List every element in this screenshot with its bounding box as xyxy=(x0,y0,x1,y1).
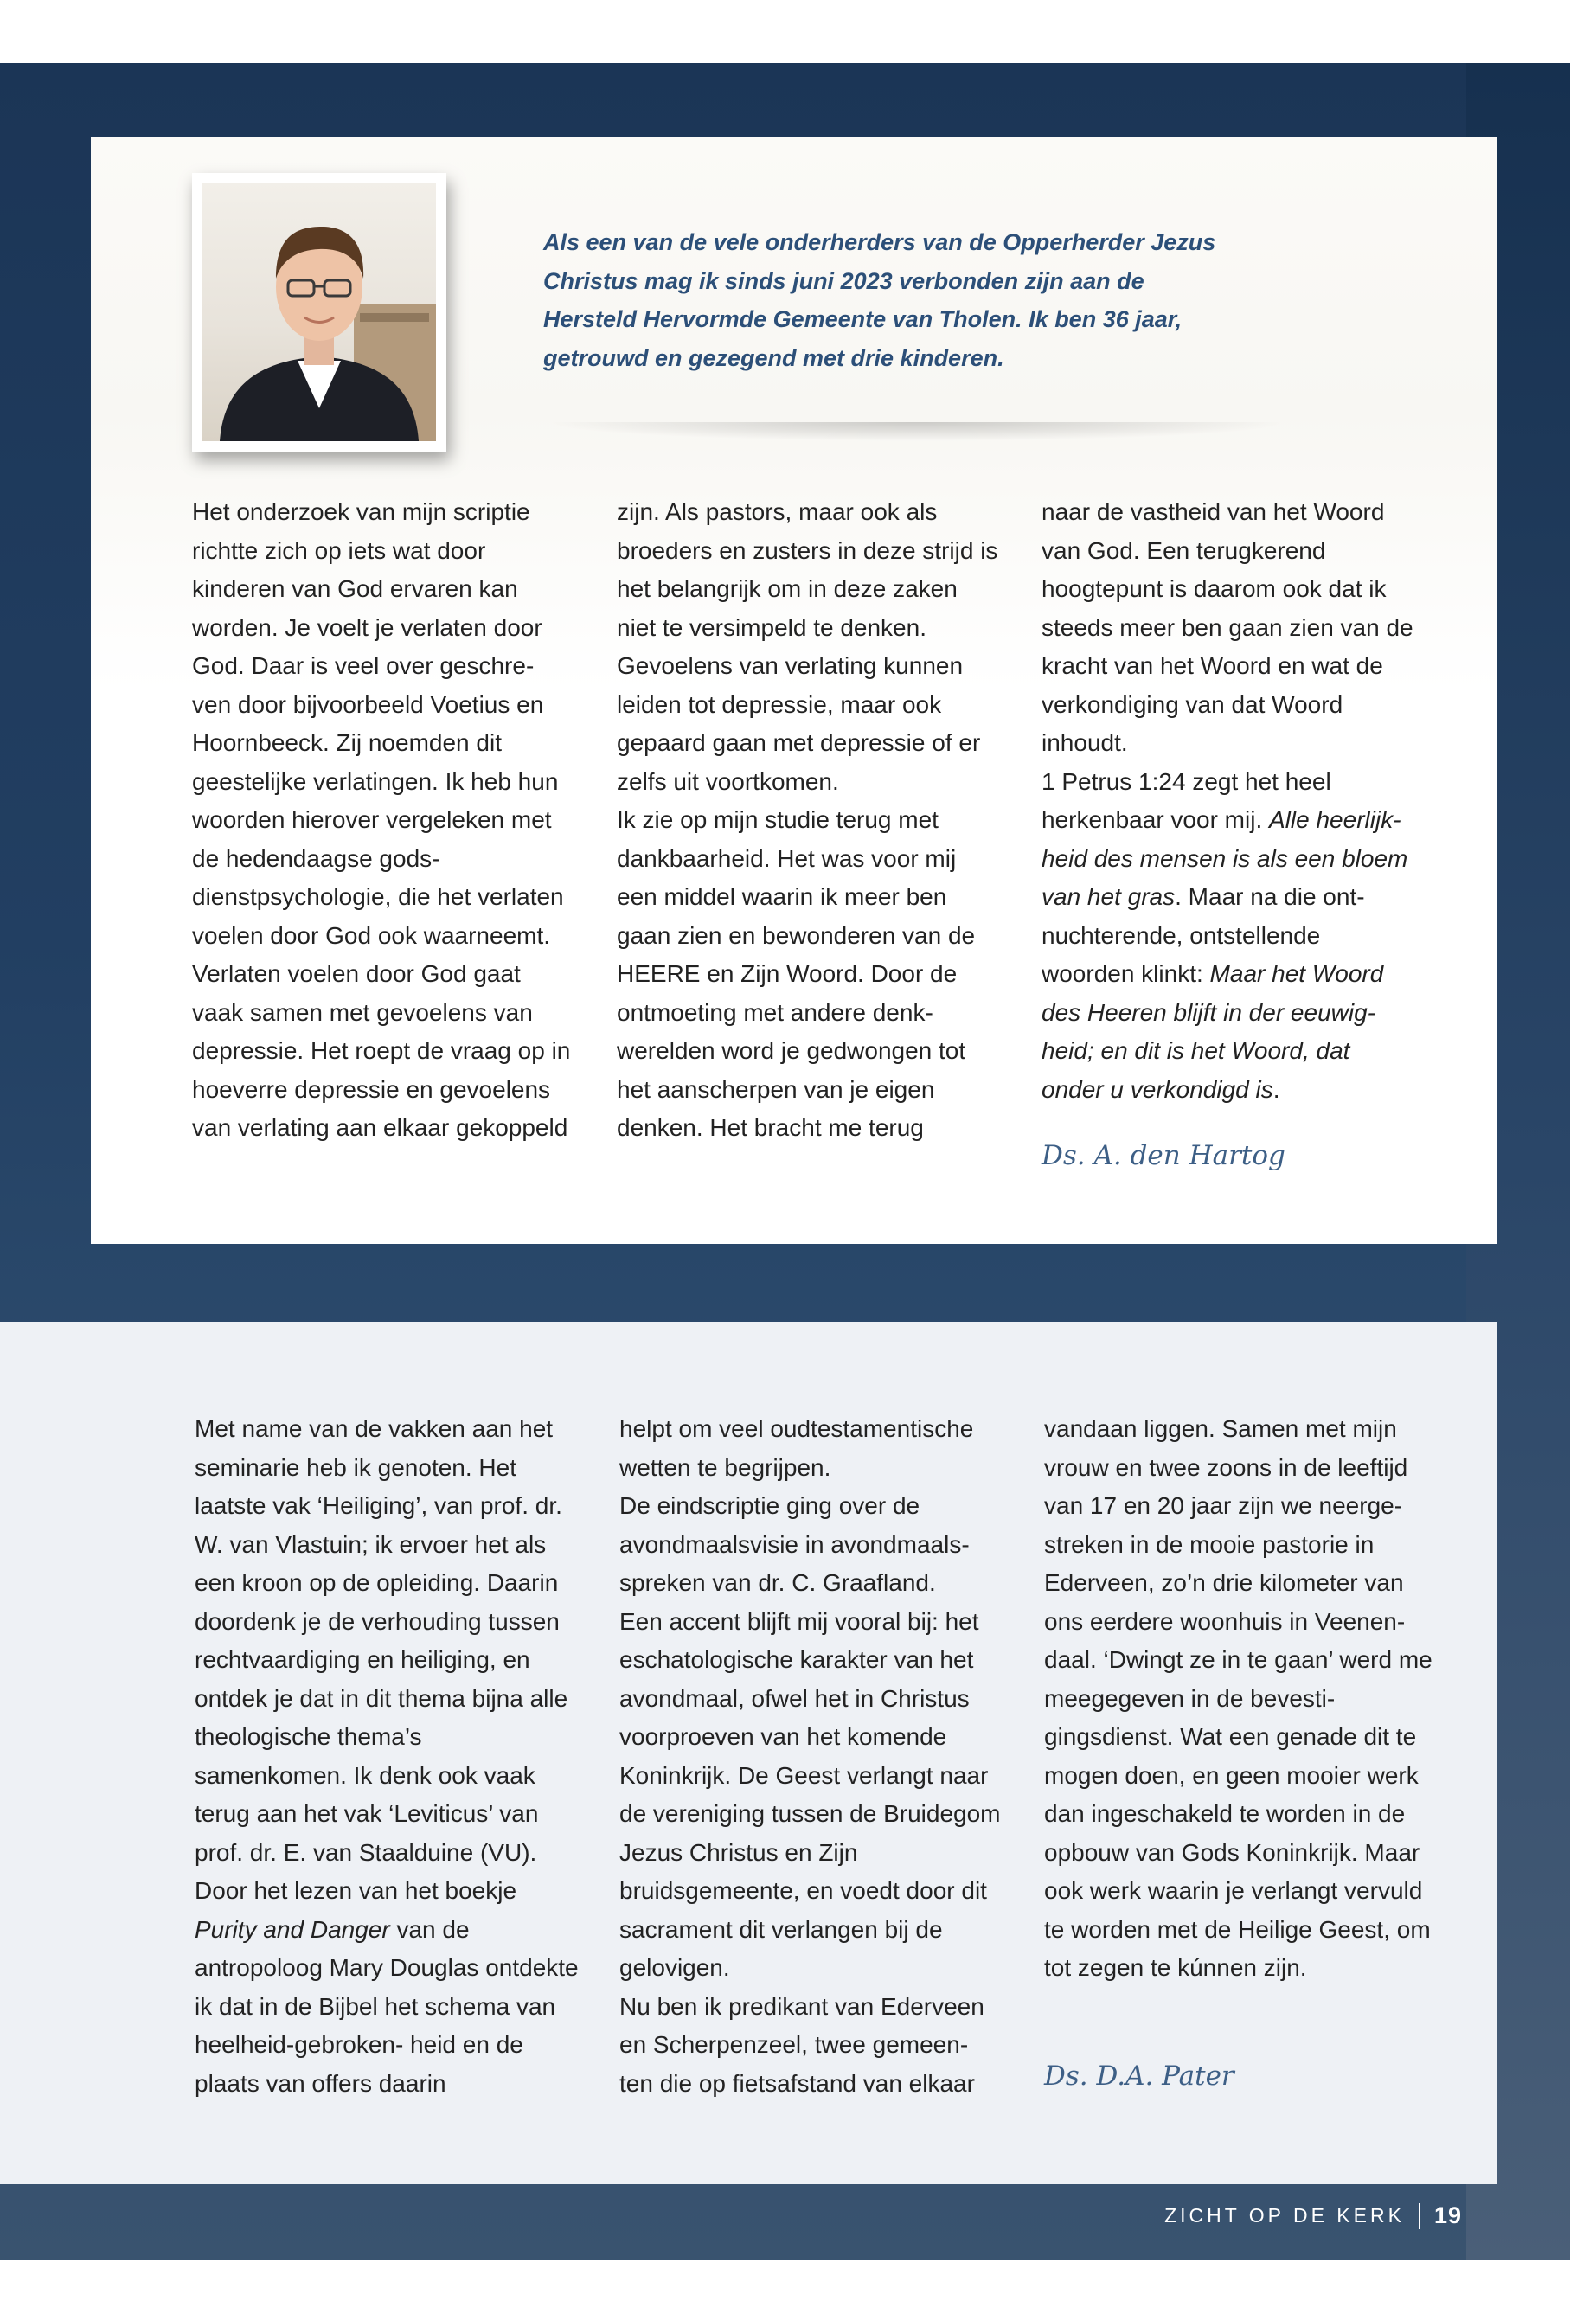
article1-col1-text: Het onderzoek van mijn scriptie richtte zich op iets wat door kinderen van God ervaren kan worden. Je voelt je verlaten door God. Daar is veel over geschre- ven door bijvoorbeeld Voetius en Hoornbeeck. Zij noemden dit geestelijke verlatingen. Ik heb hun woorden hierover vergeleken met de hedendaagse gods- dienstpsychologie, die het verlaten voelen door God ook waarneemt. Verlaten voelen door God gaat vaak samen met gevoelens van depressie. Het roept de vraag op in hoeverre depressie en gevoelens van verlating aan elkaar gekoppeld xyxy=(192,498,571,1141)
article1-column-1 xyxy=(192,493,577,1148)
article1-col3-end: . xyxy=(1272,1075,1280,1103)
footer-separator xyxy=(1419,2203,1420,2229)
article2-column-1 xyxy=(195,1410,580,2103)
article2-col2-para-b: De eindscriptie ging over de avondmaalsvisie in avondmaals- spreken van dr. C. Graafland. xyxy=(619,1492,970,1596)
article1-signature: Ds. A. den Hartog xyxy=(1042,1140,1285,1171)
article1-col2-para-a: zijn. Als pastors, maar ook als broeders en zusters in deze strijd is het belangrijk om in deze zaken niet te versimpeld te denken. Gevoelens van verlating kunnen leiden tot depressie, maar ook gepaard gaan met depressie of er zelfs uit voortkomen. xyxy=(617,498,998,795)
article1-col3-mid: . Maar na die ont- nuchterende, ontstellende woorden klinkt: xyxy=(1042,883,1365,987)
article1-column-2 xyxy=(617,493,1002,1148)
article2-col1-text xyxy=(195,1410,580,2103)
article2-column-2 xyxy=(619,1410,1004,2103)
magazine-name: ZICHT OP DE KERK xyxy=(1164,2204,1405,2227)
intro-divider xyxy=(545,422,1289,441)
article1-col3-quote-1: Alle heerlijk- heid des mensen is als een bloem van het gras xyxy=(1042,806,1408,910)
article2-col2-para-d: Nu ben ik predikant van Ederveen en Scherpenzeel, twee gemeen- ten die op fietsafstand van elkaar xyxy=(619,1992,984,2097)
article1-col3-para-a: naar de vastheid van het Woord van God. Een terugkerend hoogtepunt is daarom ook dat ik steeds meer ben gaan zien van de kracht van het Woord en wat de verkondiging van dat Woord inhoudt. xyxy=(1042,498,1413,756)
article2-col1-text-b: van de antropoloog Mary Douglas ontdekte ik dat in de Bijbel het schema van heelheid-gebroken- heid en de plaats van offers daarin xyxy=(195,1915,579,2097)
article2-column-3 xyxy=(1044,1410,1438,1988)
article2-col2-para-c: Een accent blijft mij vooral bij: het eschatologische karakter van het avondmaal, ofwel het in Christus voorproeven van het komende Koninkrijk. De Geest verlangt naar de vereniging tussen de Bruidegom Jezus Christus en Zijn bruidsgemeente, en voedt door dit sacrament dit verlangen bij de gelovigen. xyxy=(619,1607,1001,1981)
article2-col1-text-a: Met name van de vakken aan het seminarie heb ik genoten. Het laatste vak ‘Heiliging’, van prof. dr. W. van Vlastuin; ik ervoer het als een kroon op de opleiding. Daarin doordenk je de verhouding tussen rechtvaardiging en heiliging, en ontdek je dat in dit thema bijna alle theologische thema’s samenkomen. Ik denk ook vaak terug aan het vak ‘Leviticus’ van prof. dr. E. van Staalduine (VU). Door het lezen van het boekje xyxy=(195,1415,568,1904)
article2-col3-text: vandaan liggen. Samen met mijn vrouw en twee zoons in de leeftijd van 17 en 20 jaar zijn we neerge- streken in de mooie pastorie in Ederveen, zo’n drie kilometer van ons eerdere woonhuis in Veenen- daal. ‘Dwingt ze in te gaan’ werd me meegegeven in de bevesti- gingsdienst. Wat een genade dit te mogen doen, en geen mooier werk dan ingeschakeld te worden in de opbouw van Gods Koninkrijk. Maar ook werk waarin je verlangt vervuld te worden met de Heilige Geest, om tot zegen te kúnnen zijn. xyxy=(1044,1415,1433,1981)
article2-book-title: Purity and Danger xyxy=(195,1915,390,1943)
page-footer xyxy=(1164,2202,1462,2229)
intro-text: Als een van de vele onderherders van de Opperherder Jezus Christus mag ik sinds juni 2023 verbonden zijn aan de Hersteld Hervormde Gemeente van Tholen. Ik ben 36 jaar, getrouwd en gezegend met drie kinderen. xyxy=(543,229,1216,371)
article1-col3-para-b xyxy=(1042,763,1418,1110)
article2-col2-para-a: helpt om veel oudtestamentische wetten te begrijpen. xyxy=(619,1415,974,1481)
portrait-image xyxy=(202,183,436,441)
portrait-photo xyxy=(192,173,446,452)
article2-signature: Ds. D.A. Pater xyxy=(1044,2061,1234,2092)
article1-col2-para-b: Ik zie op mijn studie terug met dankbaarheid. Het was voor mij een middel waarin ik meer ben gaan zien en bewonderen van de HEERE en Zijn Woord. Door de ontmoeting met andere denk- werelden word je gedwongen tot het aanscherpen van je eigen denken. Het bracht me terug xyxy=(617,806,976,1141)
article1-column-3 xyxy=(1042,493,1418,1109)
page-number: 19 xyxy=(1433,2202,1462,2228)
article1-col3-pre: 1 Petrus 1:24 zegt het heel herkenbaar voor mij. xyxy=(1042,767,1331,833)
article1-col3-quote-2: Maar het Woord des Heeren blijft in der eeuwig- heid; en dit is het Woord, dat onder u verkondigd is xyxy=(1042,960,1384,1103)
